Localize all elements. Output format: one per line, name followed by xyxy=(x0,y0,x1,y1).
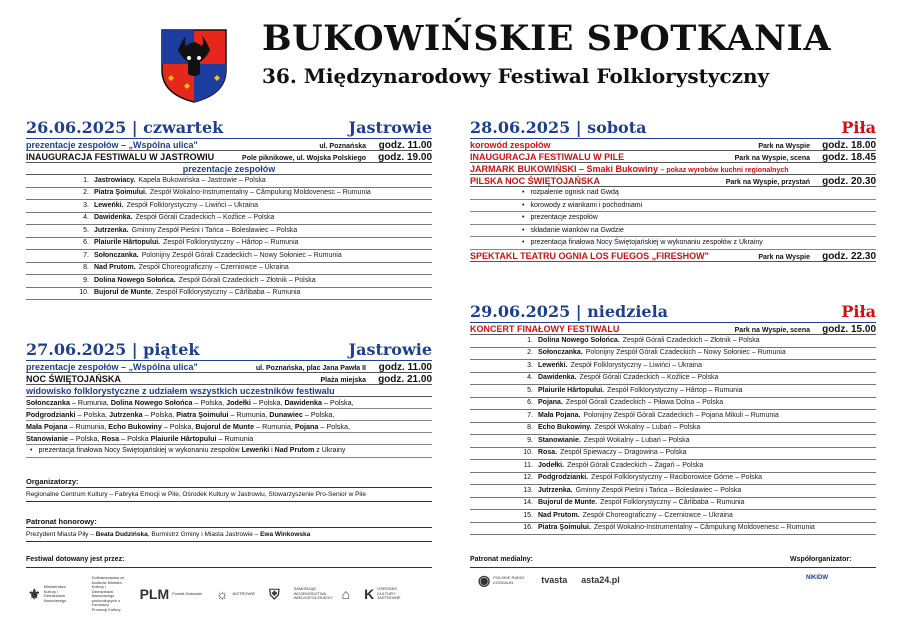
performer-desc: Polonijny Zespół Górali Czadeckich – Nowy Sołoniec – Rumunia xyxy=(141,251,342,259)
performer-number: 10. xyxy=(79,289,89,297)
performer-name: Dawidenka. xyxy=(538,374,577,382)
performer-number: 7. xyxy=(83,251,89,259)
bullet-dot: • xyxy=(522,239,525,247)
performer-name: Jastrowiacy. xyxy=(94,176,136,184)
day1-subtitle: prezentacje zespołów xyxy=(26,163,432,175)
performer-row xyxy=(470,448,876,461)
performer-row xyxy=(470,348,876,361)
honorary-label: Patronat honorowy: xyxy=(26,516,432,528)
bullet-dot: • xyxy=(522,214,525,222)
day3-date: 28.06.2025 | sobota xyxy=(470,118,647,137)
performer-row xyxy=(470,398,876,411)
performer-row xyxy=(26,213,432,226)
bullet-dot: • xyxy=(522,201,525,209)
performer-name: Dawidenka. xyxy=(94,214,133,222)
sponsor-logo xyxy=(139,585,202,602)
sponsor-logo xyxy=(293,586,333,601)
coorganizer-label: Współorganizator: xyxy=(790,556,852,563)
program-bullet xyxy=(470,187,876,200)
performer-desc: Zespół Wokalny – Lubań – Polska xyxy=(594,424,701,432)
day1-header xyxy=(26,118,432,139)
day2-date: 27.06.2025 | piątek xyxy=(26,340,200,359)
performer-desc: Kapela Bukowińska – Jastrowie – Polska xyxy=(138,176,266,184)
performer-number: 3. xyxy=(83,201,89,209)
performer-number: 8. xyxy=(83,264,89,272)
logo-mark: ⚜ xyxy=(28,585,41,602)
performer-row xyxy=(470,510,876,523)
performer-desc: Zespół Folklorystyczny – Liwińci – Ukraina xyxy=(126,201,259,209)
performer-number: 15. xyxy=(523,511,533,519)
day3-spektakl xyxy=(470,250,876,262)
performer-row xyxy=(470,373,876,386)
performer-desc: Zespół Śpiewaczy – Dragowina – Polska xyxy=(560,449,687,457)
event-time: godz. 18.00 xyxy=(822,140,876,151)
performer-number: 4. xyxy=(83,214,89,222)
day4-performers xyxy=(470,335,876,535)
sponsor-logo xyxy=(478,572,527,589)
performer-desc: Zespół Górali Czadeckich – Złotnik – Polska xyxy=(622,336,760,344)
day3-section xyxy=(470,118,876,262)
performer-row xyxy=(26,175,432,188)
logo-text: JASTROWIE xyxy=(231,590,256,596)
performer-desc: Zespół Górali Czadeckich – Żagań – Polska xyxy=(567,461,704,469)
performer-name: Bujorul de Munte. xyxy=(94,289,154,297)
honorary-line: Prezydent Miasta Piły – Beata Dudzińska, Burmistrz Gminy i Miasta Jastrowie – Ewa Winkowska xyxy=(26,528,432,542)
sponsor-logo xyxy=(28,585,78,603)
performer-name: Rosa. xyxy=(538,449,558,457)
event-row xyxy=(26,361,432,373)
footer-divider-left xyxy=(26,567,432,568)
logo-text: OŚRODEK KULTURY JASTROWIE xyxy=(377,586,401,601)
performer-row xyxy=(26,238,432,251)
performer-desc: Polonijny Zespół Górali Czadeckich – Nowy Sołoniec – Rumunia xyxy=(585,349,786,357)
performer-desc: Zespół Folklorystyczny – Liwińci – Ukraina xyxy=(570,361,703,369)
event-row xyxy=(26,151,432,163)
sponsor-logo xyxy=(215,585,256,602)
performer-name: Jodełki. xyxy=(538,461,565,469)
day2-header xyxy=(26,340,432,361)
day3-events xyxy=(470,139,876,163)
logo-mark: ◉ xyxy=(478,572,491,589)
performer-desc: Zespół Wokalny – Lubań – Polska xyxy=(583,436,690,444)
performer-desc: Zespół Wokalno-Instrumentalny – Câmpulung Moldovenesc – Rumunia xyxy=(593,524,815,532)
sponsor-logo xyxy=(92,576,126,612)
day1-section xyxy=(26,118,432,300)
performer-number: 7. xyxy=(527,411,533,419)
performer-row xyxy=(26,288,432,301)
performer-desc: Zespół Górali Czadeckich – Koźlice – Polska xyxy=(135,214,275,222)
logo-text: Powiat Złotowski xyxy=(172,590,202,596)
sponsor-logo xyxy=(541,575,568,586)
event-location: Park na Wyspie, scena xyxy=(734,155,810,162)
performer-name: Mała Pojana. xyxy=(538,411,581,419)
performer-row xyxy=(26,263,432,276)
day3-jarmark xyxy=(470,163,876,175)
logo-mark: K xyxy=(364,585,375,602)
ensemble-line: Sołonczanka – Rumunia, Dolina Nowego Sołońca – Polska, Jodełki – Polska, Dawidenka – Polska, xyxy=(26,397,432,409)
performer-number: 11. xyxy=(523,461,533,469)
day1-events xyxy=(26,139,432,163)
performer-desc: Zespół Folklorystyczny – Raciborowice Górne – Polska xyxy=(591,474,762,482)
performer-number: 9. xyxy=(83,276,89,284)
event-row xyxy=(26,139,432,151)
performer-row xyxy=(470,485,876,498)
performer-desc: Polonijny Zespół Górali Czadeckich – Pojana Mikuli – Rumunia xyxy=(583,411,779,419)
performer-number: 3. xyxy=(527,361,533,369)
performer-name: Stanowianie. xyxy=(538,436,581,444)
spektakl-title: SPEKTAKL TEATRU OGNIA LOS FUEGOS „FIRESHOW" xyxy=(470,250,709,261)
performer-number: 14. xyxy=(523,499,533,507)
ensemble-line: Mała Pojana – Rumunia, Echo Bukowiny – Polska, Bujorul de Munte – Rumunia, Pojana – Polska, xyxy=(26,421,432,433)
performer-name: Plaiurile Hârtopului. xyxy=(538,386,605,394)
performer-desc: Zespół Folklorystyczny – Cârlibaba – Rumunia xyxy=(156,289,301,297)
program-bullet xyxy=(470,225,876,238)
coorganizer-logos xyxy=(806,576,828,581)
noc-title: PILSKA NOC ŚWIĘTOJAŃSKA xyxy=(470,176,601,186)
event-location: Park na Wyspie xyxy=(758,143,810,150)
event-time: godz. 19.00 xyxy=(378,152,432,163)
spektakl-location: Park na Wyspie xyxy=(758,253,810,261)
performer-row xyxy=(470,410,876,423)
day4-header xyxy=(470,302,876,323)
event-time: godz. 21.00 xyxy=(378,374,432,385)
performer-desc: Gminny Zespół Pieśni i Tańca – Bolesławiec – Polska xyxy=(575,486,742,494)
event-row xyxy=(470,151,876,163)
performer-number: 5. xyxy=(527,386,533,394)
event-name: NOC ŚWIĘTOJAŃSKA xyxy=(26,374,121,384)
performer-number: 6. xyxy=(83,239,89,247)
performer-row xyxy=(470,435,876,448)
performer-row xyxy=(470,460,876,473)
day4-event xyxy=(470,323,876,335)
event-time: godz. 18.45 xyxy=(822,152,876,163)
event-location: Pole piknikowe, ul. Wojska Polskiego xyxy=(242,155,366,162)
page-subtitle: 36. Międzynarodowy Festiwal Folklorystyczny xyxy=(262,64,770,88)
performer-desc: Zespół Górali Czadeckich – Piława Dolna – Polska xyxy=(565,399,724,407)
event-time: godz. 11.00 xyxy=(378,362,432,373)
performer-name: Nad Prutom. xyxy=(538,511,580,519)
ensemble-line: Podgrodzianki – Polska, Jutrzenka – Polska, Piatra Şoimului – Rumunia, Dunawiec – Polska, xyxy=(26,409,432,421)
nikidw-logo: NIKIDW xyxy=(806,575,828,581)
performer-desc: Gminny Zespół Pieśni i Tańca – Bolesławiec – Polska xyxy=(131,226,298,234)
performer-number: 5. xyxy=(83,226,89,234)
program-bullet xyxy=(470,237,876,250)
day4-city: Piła xyxy=(841,302,876,321)
organizers-label: Organizatorzy: xyxy=(26,476,432,488)
event-name: INAUGURACJA FESTIWALU W PILE xyxy=(470,152,625,162)
event-time: godz. 11.00 xyxy=(378,140,432,151)
performer-row xyxy=(26,250,432,263)
logo-mark: ⌂ xyxy=(341,585,351,602)
event-name: prezentacje zespołów – „Wspólna ulica" xyxy=(26,140,198,150)
performer-name: Piatra Şoimului. xyxy=(538,524,591,532)
day2-final-text: prezentacja finałowa Nocy Świętojańskiej w wykonaniu zespołów Leweńki i Nad Prutom z Ukrainy xyxy=(38,447,346,455)
bullet-dot: • xyxy=(522,189,525,197)
performer-number: 2. xyxy=(83,189,89,197)
logo-mark: asta24.pl xyxy=(581,575,620,586)
performer-desc: Zespół Górali Czadeckich – Koźlice – Polska xyxy=(579,374,719,382)
day3-bullets xyxy=(470,187,876,250)
performer-name: Dolina Nowego Sołońca. xyxy=(538,336,620,344)
event-name: korowód zespołów xyxy=(470,140,551,150)
performer-number: 13. xyxy=(523,486,533,494)
performer-name: Leweńki. xyxy=(538,361,568,369)
ensemble-line: Stanowianie – Polska, Rosa – Polska Plaiurile Hârtopului – Rumunia xyxy=(26,433,432,445)
logo-text: SAMORZĄD WOJEWÓDZTWA WIELKOPOLSKIEGO xyxy=(293,586,333,601)
logo-text: POLSKIE RADIO KOSZALIN xyxy=(493,575,525,585)
performer-number: 9. xyxy=(527,436,533,444)
performer-row xyxy=(26,188,432,201)
performer-row xyxy=(470,385,876,398)
funding-logos xyxy=(28,576,411,612)
event-location: ul. Poznańska xyxy=(319,143,366,150)
day1-performers xyxy=(26,175,432,300)
performer-row xyxy=(470,473,876,486)
event-name: INAUGURACJA FESTIWALU W JASTROWIU xyxy=(26,152,215,162)
final-concert-time: godz. 15.00 xyxy=(822,324,876,335)
media-label: Patronat medialny: xyxy=(470,556,534,563)
performer-desc: Zespół Folklorystyczny – Cârlibaba – Rumunia xyxy=(600,499,745,507)
day2-para-head: widowisko folklorystyczne z udziałem wszystkich uczestników festiwalu xyxy=(26,385,432,397)
program-bullet xyxy=(470,200,876,213)
performer-number: 8. xyxy=(527,424,533,432)
performer-row xyxy=(26,225,432,238)
media-logos xyxy=(478,572,620,589)
spektakl-time: godz. 22.30 xyxy=(822,250,876,262)
performer-desc: Zespół Choreograficzny – Czerniowce – Ukraina xyxy=(138,264,289,272)
performer-row xyxy=(470,498,876,511)
noc-time: godz. 20.30 xyxy=(822,176,876,187)
sponsor-logo xyxy=(581,575,620,586)
performer-number: 12. xyxy=(523,474,533,482)
performer-name: Nad Prutom. xyxy=(94,264,136,272)
sponsor-logo xyxy=(269,585,280,602)
event-row xyxy=(26,373,432,385)
day2-final-bullet: • prezentacja finałowa Nocy Świętojańskiej w wykonaniu zespołów Leweńki i Nad Prutom z Ukrainy xyxy=(26,445,432,458)
performer-number: 16. xyxy=(523,524,533,532)
day2-events xyxy=(26,361,432,385)
performer-desc: Zespół Folklorystyczny – Hârtop – Rumunia xyxy=(607,386,743,394)
bullet-text: składanie wianków na Gwdzie xyxy=(530,226,624,234)
performer-name: Plaiurile Hârtopului. xyxy=(94,239,161,247)
event-name: prezentacje zespołów – „Wspólna ulica" xyxy=(26,362,198,372)
logo-text: Dofinansowano ze środków Ministra Kultury i Dziedzictwa Narodowego pochodzących z Funduszu Promocji Kultury xyxy=(91,575,125,612)
performer-row xyxy=(470,423,876,436)
event-location: Plaża miejska xyxy=(320,377,366,384)
logo-mark: ☼ xyxy=(215,585,229,602)
performer-desc: Zespół Wokalno-Instrumentalny – Câmpulung Moldovenesc – Rumunia xyxy=(149,189,371,197)
footer-divider-right xyxy=(470,567,876,568)
event-location: ul. Poznańska, plac Jana Pawła II xyxy=(255,365,366,372)
organizers-line: Regionalne Centrum Kultury – Fabryka Emocji w Pile, Ośrodek Kultury w Jastrowiu, Stowarzyszenie Pro-Senior w Pile xyxy=(26,488,432,502)
performer-name: Jutrzenka. xyxy=(538,486,573,494)
bullet-text: korowody z wiankami i pochodniami xyxy=(530,201,643,209)
day1-date: 26.06.2025 | czwartek xyxy=(26,118,224,137)
day3-city: Piła xyxy=(841,118,876,137)
performer-number: 10. xyxy=(523,449,533,457)
day2-city: Jastrowie xyxy=(348,340,432,359)
performer-name: Piatra Şoimului. xyxy=(94,189,147,197)
performer-name: Podgrodzianki. xyxy=(538,474,589,482)
logo-mark: ⛨ xyxy=(269,585,280,602)
final-concert-location: Park na Wyspie, scena xyxy=(734,327,810,334)
jarmark-title: JARMARK BUKOWIŃSKI – Smaki Bukowiny – pokaz wyrobów kuchni regionalnych xyxy=(470,164,789,174)
sponsor-logo xyxy=(364,587,411,601)
event-row xyxy=(470,139,876,151)
performer-name: Sołonczanka. xyxy=(94,251,139,259)
performer-name: Echo Bukowiny. xyxy=(538,424,592,432)
logo-mark: PLM xyxy=(139,585,170,602)
sponsor-logo xyxy=(341,585,351,602)
performer-desc: Zespół Folklorystyczny – Hârtop – Rumunia xyxy=(163,239,299,247)
performer-number: 1. xyxy=(83,176,89,184)
day4-section xyxy=(470,302,876,535)
page-title: BUKOWIŃSKIE SPOTKANIA xyxy=(262,18,831,59)
day2-section xyxy=(26,340,432,542)
performer-name: Jutrzenka. xyxy=(94,226,129,234)
performer-row xyxy=(26,200,432,213)
logo-mark: tvasta xyxy=(541,575,568,586)
performer-row xyxy=(26,275,432,288)
day3-header xyxy=(470,118,876,139)
performer-row xyxy=(470,360,876,373)
day4-date: 29.06.2025 | niedziela xyxy=(470,302,669,321)
logo-text: Ministerstwo Kultury i Dziedzictwa Narodowego xyxy=(43,584,67,603)
bullet-dot: • xyxy=(522,226,525,234)
noc-location: Park na Wyspie, przystań xyxy=(725,179,810,186)
bullet-text: prezentacje zespołów xyxy=(530,214,598,222)
performer-name: Bujorul de Munte. xyxy=(538,499,598,507)
performer-number: 4. xyxy=(527,374,533,382)
bullet-text: prezentacja finałowa Nocy Świętojańskiej w wykonaniu zespołów z Ukrainy xyxy=(530,239,763,247)
performer-row xyxy=(470,523,876,536)
program-bullet xyxy=(470,212,876,225)
performer-name: Pojana. xyxy=(538,399,563,407)
performer-name: Sołonczanka. xyxy=(538,349,583,357)
final-concert-title: KONCERT FINAŁOWY FESTIWALU xyxy=(470,324,620,334)
performer-row xyxy=(470,335,876,348)
performer-name: Leweńki. xyxy=(94,201,124,209)
performer-name: Dolina Nowego Sołońca. xyxy=(94,276,176,284)
performer-desc: Zespół Górali Czadeckich – Złotnik – Polska xyxy=(178,276,316,284)
performer-number: 6. xyxy=(527,399,533,407)
performer-number: 1. xyxy=(527,336,533,344)
bullet-text: rozpalenie ognisk nad Gwdą xyxy=(530,189,619,197)
performer-number: 2. xyxy=(527,349,533,357)
day1-city: Jastrowie xyxy=(348,118,432,137)
day2-ensembles xyxy=(26,397,432,445)
coat-of-arms-icon xyxy=(160,28,228,104)
performer-desc: Zespół Choreograficzny – Czerniowce – Ukraina xyxy=(582,511,733,519)
funded-label: Festiwal dotowany jest przez: xyxy=(26,556,125,563)
